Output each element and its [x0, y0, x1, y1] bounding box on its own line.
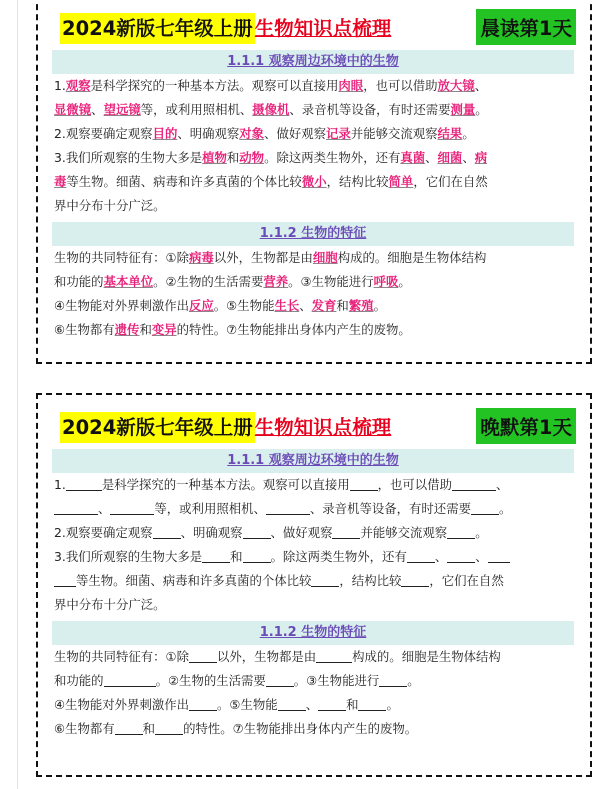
keyword: 繁殖 — [348, 298, 374, 313]
keyword: 动物 — [239, 150, 265, 165]
keyword: 发育 — [311, 298, 337, 313]
text-segment: ，结构比较 — [339, 573, 402, 588]
text-segment: 、 — [305, 697, 319, 712]
text-segment: ，它们在自然 — [413, 174, 488, 189]
keyword: 细菌 — [437, 150, 463, 165]
morning-reading-card — [36, 0, 592, 364]
fill-blank — [66, 476, 102, 491]
text-segment: ，结构比较 — [326, 174, 389, 189]
fill-blank — [447, 524, 475, 539]
text-line — [54, 497, 576, 521]
fill-blank — [447, 548, 475, 563]
text-line — [54, 98, 576, 122]
text-segment: 的特性。⑦生物能排出身体内产生的废物。 — [183, 721, 418, 736]
fill-blank — [155, 720, 183, 735]
text-segment: 1. — [54, 78, 66, 93]
keyword: 毒 — [54, 174, 67, 189]
text-line — [54, 246, 576, 270]
text-segment: 、录音机等设备，有时还需要 — [309, 501, 471, 516]
text-segment: 2.观察要确定观察 — [54, 126, 153, 141]
text-segment: 、明确观察 — [180, 525, 243, 540]
keyword: 呼吸 — [373, 274, 399, 289]
title-day-badge: 晚默第1天 — [476, 408, 576, 444]
text-segment: 。 — [386, 697, 399, 712]
text-segment: 等，或利用照相机、 — [140, 102, 253, 117]
text-segment: 和 — [230, 549, 243, 564]
keyword: 放大镜 — [437, 78, 475, 93]
keyword: 基本单位 — [103, 274, 154, 289]
keyword: 反应 — [189, 298, 214, 313]
text-segment: 、 — [474, 78, 488, 93]
text-segment: 、 — [91, 102, 104, 117]
fill-blank — [401, 572, 429, 587]
text-segment: 等，或利用照相机、 — [154, 501, 266, 516]
title-heading — [60, 412, 391, 440]
title-topic: 生物知识点梳理 — [254, 416, 392, 439]
text-segment: ④生物能对外界刺激作出 — [54, 697, 190, 712]
text-segment: 、 — [434, 549, 448, 564]
text-line — [54, 146, 576, 170]
fill-blank — [104, 672, 156, 687]
fill-blank — [407, 548, 435, 563]
text-segment: 等生物。细菌、病毒和许多真菌的个体比较 — [76, 573, 312, 588]
page-margin-line — [17, 0, 18, 789]
keyword: 简单 — [388, 174, 414, 189]
fill-blank — [488, 548, 510, 563]
text-segment: 。⑤生物能 — [213, 298, 275, 313]
fill-blank — [350, 476, 378, 491]
text-segment: 。③生物能进行 — [293, 673, 380, 688]
text-line — [54, 294, 576, 318]
text-segment: 3.我们所观察的生物大多是 — [54, 150, 203, 165]
text-segment: 1. — [54, 477, 66, 492]
text-segment: 、做好观察 — [270, 525, 333, 540]
text-segment: 。除这两类生物外，还有 — [264, 150, 401, 165]
fill-blank — [54, 572, 76, 587]
text-segment: 。②生物的生活需要 — [153, 274, 264, 289]
text-line: 界中分布十分广泛。 — [54, 198, 166, 213]
text-segment: 、 — [425, 150, 438, 165]
text-line — [54, 669, 576, 693]
title-day-badge: 晨读第1天 — [476, 9, 576, 45]
text-segment: ⑥生物都有 — [54, 721, 115, 736]
text-segment: ，它们在自然 — [429, 573, 504, 588]
keyword: 生长 — [274, 298, 300, 313]
keyword: 遗传 — [114, 322, 140, 337]
keyword: 记录 — [326, 126, 351, 141]
fill-blank — [153, 524, 181, 539]
title-main: 2024新版七年级上册 — [60, 412, 255, 443]
text-segment: 构成的。细胞是生物体结构 — [352, 649, 501, 664]
section-heading-1: 1.1.1 观察周边环境中的生物 — [52, 449, 574, 473]
text-line — [54, 473, 576, 497]
evening-dictation-card — [36, 393, 592, 777]
text-line — [54, 318, 576, 342]
keyword: 对象 — [239, 126, 265, 141]
fill-blank — [110, 500, 154, 515]
keyword: 观察 — [65, 78, 91, 93]
text-segment: ⑥生物都有 — [54, 322, 115, 337]
text-segment: 3.我们所观察的生物大多是 — [54, 549, 203, 564]
fill-blank — [189, 648, 217, 663]
text-segment: 是科学探究的一种基本方法。观察可以直接用 — [101, 477, 350, 492]
text-segment: 、 — [475, 549, 488, 564]
text-segment: 2.观察要确定观察 — [54, 525, 153, 540]
fill-blank — [332, 524, 360, 539]
text-segment: 和功能的 — [54, 274, 104, 289]
text-segment: 和功能的 — [54, 673, 104, 688]
text-segment: 。 — [475, 102, 488, 117]
text-segment: 。 — [373, 298, 386, 313]
keyword: 目的 — [152, 126, 178, 141]
text-line — [54, 717, 576, 741]
fill-blank — [358, 696, 386, 711]
fill-blank — [115, 720, 143, 735]
keyword: 摄像机 — [252, 102, 290, 117]
title-main: 2024新版七年级上册 — [60, 13, 255, 44]
fill-blank — [278, 696, 306, 711]
text-segment: 。②生物的生活需要 — [155, 673, 266, 688]
text-segment: 。除这两类生物外，还有 — [270, 549, 407, 564]
text-segment: 、录音机等设备，有时还需要 — [289, 102, 451, 117]
section-heading-2: 1.1.2 生物的特征 — [52, 222, 574, 246]
text-segment: 、 — [462, 150, 475, 165]
title-topic: 生物知识点梳理 — [254, 17, 392, 40]
keyword: 细胞 — [312, 250, 338, 265]
text-segment: 以外，生物都是由 — [217, 649, 317, 664]
fill-blank — [243, 548, 271, 563]
text-segment: 和 — [226, 150, 240, 165]
text-segment: 生物的共同特征有：①除 — [54, 649, 190, 664]
fill-blank — [452, 476, 496, 491]
text-segment: 。 — [498, 501, 512, 516]
text-segment: 的特性。⑦生物能排出身体内产生的废物。 — [176, 322, 411, 337]
text-line — [54, 569, 576, 593]
keyword: 病毒 — [189, 250, 214, 265]
fill-blank — [316, 648, 352, 663]
text-segment: ，也可以借助 — [377, 477, 452, 492]
fill-blank — [54, 500, 98, 515]
text-segment: 并能够交流观察 — [350, 126, 438, 141]
text-segment: 。 — [475, 525, 488, 540]
text-segment: 、 — [495, 477, 509, 492]
text-line — [54, 170, 576, 194]
text-segment: 、明确观察 — [177, 126, 240, 141]
text-segment: ，也可以借助 — [363, 78, 438, 93]
fill-blank — [318, 696, 346, 711]
section-heading-2: 1.1.2 生物的特征 — [52, 621, 574, 645]
text-segment: 、做好观察 — [264, 126, 327, 141]
text-segment: 以外，生物都是由 — [213, 250, 313, 265]
text-segment: 、 — [299, 298, 312, 313]
fill-blank — [189, 696, 217, 711]
fill-blank — [471, 500, 499, 515]
fill-blank — [243, 524, 271, 539]
text-segment: 构成的。细胞是生物体结构 — [337, 250, 487, 265]
text-segment: 。③生物能进行 — [288, 274, 374, 289]
evening-title-row — [60, 405, 576, 447]
text-segment: 。⑤生物能 — [217, 697, 278, 712]
keyword: 病 — [474, 150, 488, 165]
text-segment: 。 — [407, 673, 420, 688]
keyword: 营养 — [263, 274, 289, 289]
keyword: 微小 — [301, 174, 327, 189]
keyword: 真菌 — [400, 150, 426, 165]
text-segment: 生物的共同特征有：①除 — [54, 250, 190, 265]
text-line — [54, 270, 576, 294]
text-segment: 和 — [142, 721, 156, 736]
fill-blank — [379, 672, 407, 687]
fill-blank — [311, 572, 339, 587]
text-line — [54, 645, 576, 669]
text-line — [54, 693, 576, 717]
text-segment: 和 — [139, 322, 152, 337]
text-line — [54, 74, 576, 98]
keyword: 测量 — [450, 102, 476, 117]
text-segment: 。 — [462, 126, 475, 141]
title-heading — [60, 13, 391, 41]
text-segment: 和 — [336, 298, 349, 313]
morning-title-row — [60, 6, 576, 48]
keyword: 结果 — [437, 126, 463, 141]
text-line — [54, 545, 576, 569]
text-segment: 、 — [98, 501, 111, 516]
text-segment: 。 — [398, 274, 411, 289]
section-heading-1: 1.1.1 观察周边环境中的生物 — [52, 50, 574, 74]
text-line — [54, 521, 576, 545]
text-line: 界中分布十分广泛。 — [54, 597, 166, 612]
text-segment: 和 — [346, 697, 359, 712]
text-segment: 是科学探究的一种基本方法。观察可以直接用 — [90, 78, 339, 93]
fill-blank — [266, 672, 294, 687]
text-segment: 等生物。细菌、病毒和许多真菌的个体比较 — [66, 174, 302, 189]
text-segment: 并能够交流观察 — [360, 525, 448, 540]
keyword: 显微镜 — [54, 102, 92, 117]
keyword: 肉眼 — [338, 78, 364, 93]
text-line — [54, 122, 576, 146]
keyword: 望远镜 — [103, 102, 141, 117]
keyword: 植物 — [202, 150, 227, 165]
fill-blank — [202, 548, 230, 563]
text-segment: ④生物能对外界刺激作出 — [54, 298, 190, 313]
keyword: 变异 — [151, 322, 177, 337]
fill-blank — [266, 500, 310, 515]
